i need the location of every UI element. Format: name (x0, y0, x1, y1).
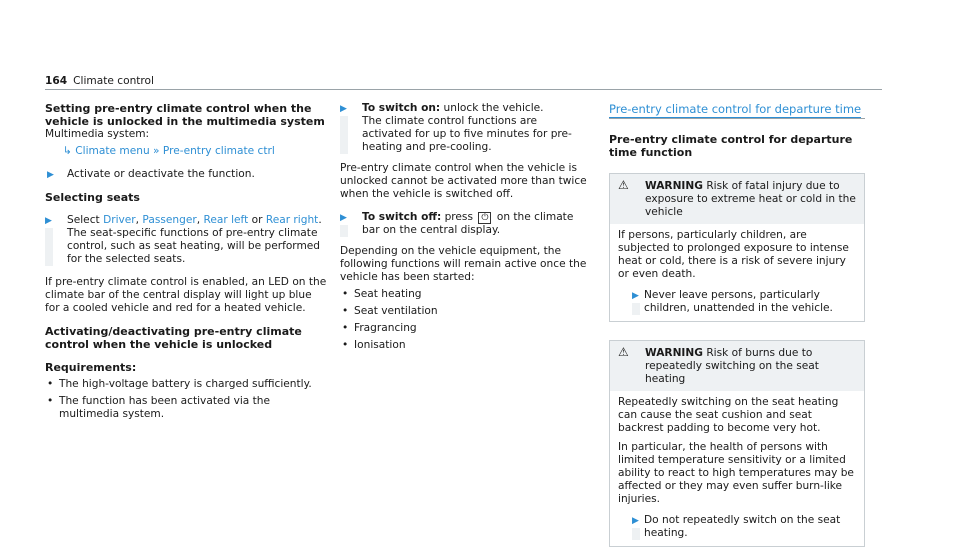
function-item: • Fragrancing (340, 322, 588, 335)
step-arrow-icon: ▶ (45, 216, 52, 226)
chapter-title: Climate control (73, 75, 154, 87)
warning-text: Risk of burns due to repeatedly switching on the seat heating (645, 347, 819, 385)
warning-icon: ⚠ (618, 345, 629, 359)
page-number: 164 (45, 75, 68, 87)
switch-off-post: on the climate bar on the central display. (362, 211, 574, 236)
seat-or: or (248, 214, 266, 226)
warning-header (610, 174, 864, 224)
menu-path (45, 145, 327, 158)
header-divider (45, 89, 882, 90)
warning-step-text: Do not repeatedly switch on the seat heating. (644, 514, 841, 539)
led-paragraph: If pre-entry climate control is enabled, an LED on the climate bar of the central display will light up blue for a cooled vehicle and red for a heated vehicle. (45, 276, 327, 314)
step-select-seats: ▶ Select Driver, Passenger, Rear left or Rear right. The seat-specific functions of pre-entry climate control, such as seat heating, will be performed for the selected seats. (45, 214, 327, 266)
step-arrow-icon: ▶ (340, 213, 347, 223)
requirement-item: • The function has been activated via the multimedia system. (45, 395, 327, 421)
column-left (45, 102, 327, 421)
path-climate-menu[interactable]: Climate menu (75, 145, 150, 157)
switch-off-label: To switch off: (362, 211, 442, 223)
switch-on-text: unlock the vehicle. (443, 102, 544, 114)
warning-label: WARNING (645, 347, 703, 359)
subheading-departure-function: Pre-entry climate control for departure time function (609, 133, 853, 159)
warning-body-text: Repeatedly switching on the seat heating can cause the seat cushion and seat backrest padding to become very hot. (618, 396, 839, 434)
switch-on-label: To switch on: (362, 102, 441, 114)
function-item: • Seat heating (340, 288, 588, 301)
system-label: Multimedia system: (45, 128, 150, 140)
heading-activating: Activating/deactivating pre-entry climate control when the vehicle is unlocked (45, 325, 302, 351)
warning-step (618, 289, 856, 315)
function-item: • Ionisation (340, 339, 588, 352)
path-arrow-icon: ↳ (63, 145, 72, 157)
climate-off-button-icon: ⏻ (478, 212, 491, 224)
seat-rear-left-link[interactable]: Rear left (203, 214, 249, 226)
warning-body-text: In particular, the health of persons with limited temperature sensitivity or a limited ability to react to high temperatures may be affected or they may even suffer burn-like injuries. (618, 441, 854, 505)
equipment-paragraph: Depending on the vehicle equipment, the following functions will remain active once the vehicle has been started: (340, 245, 587, 283)
warning-box-burns (609, 340, 865, 547)
step-switch-on (340, 102, 588, 154)
column-right (609, 102, 865, 547)
section-heading-setting: Setting pre-entry climate control when the vehicle is unlocked in the multimedia system (45, 102, 325, 128)
warning-header (610, 341, 864, 391)
seat-passenger-link[interactable]: Passenger (142, 214, 197, 226)
step-arrow-icon: ▶ (47, 170, 54, 180)
warning-step-text: Never leave persons, particularly children, unattended in the vehicle. (644, 289, 833, 314)
heading-requirements: Requirements: (45, 361, 137, 374)
warning-body-text: If persons, particularly children, are subjected to prolonged exposure to intense heat or cold, there is a risk of severe injury or even death. (618, 229, 849, 280)
step-activate (45, 168, 327, 181)
unlocked-paragraph: Pre-entry climate control when the vehicle is unlocked cannot be activated more than twice when the vehicle is switched off. (340, 162, 587, 200)
warning-body (610, 224, 864, 321)
warning-step (618, 514, 856, 540)
step-arrow-icon: ▶ (340, 104, 347, 114)
step-text: Activate or deactivate the function. (67, 168, 255, 180)
seat-description: The seat-specific functions of pre-entry climate control, such as seat heating, will be performed for the selected seats. (67, 227, 321, 265)
warning-body (610, 391, 864, 546)
step-arrow-icon: ▶ (632, 516, 639, 526)
switch-off-pre: press (444, 211, 473, 223)
step-switch-off (340, 211, 588, 237)
switch-on-description: The climate control functions are activated for up to five minutes for pre-heating and pre-cooling. (362, 115, 572, 153)
requirement-item: • The high-voltage battery is charged sufficiently. (45, 378, 327, 391)
column-middle (340, 102, 588, 352)
section-divider (609, 118, 865, 119)
heading-selecting-seats: Selecting seats (45, 191, 140, 204)
seat-rear-right-link[interactable]: Rear right (265, 214, 319, 226)
warning-box-fatal (609, 173, 865, 322)
warning-text: Risk of fatal injury due to exposure to extreme heat or cold in the vehicle (645, 180, 856, 218)
step-arrow-icon: ▶ (632, 291, 639, 301)
path-separator-icon: » (153, 145, 160, 157)
warning-icon: ⚠ (618, 178, 629, 192)
path-pre-entry-ctrl[interactable]: Pre-entry climate ctrl (162, 145, 275, 157)
page-header (0, 0, 960, 90)
warning-label: WARNING (645, 180, 703, 192)
seat-driver-link[interactable]: Driver (103, 214, 136, 226)
function-item: • Seat ventilation (340, 305, 588, 318)
select-prefix: Select (67, 214, 104, 226)
section-title-departure: Pre-entry climate control for departure time (609, 102, 862, 116)
header-text (45, 75, 154, 88)
